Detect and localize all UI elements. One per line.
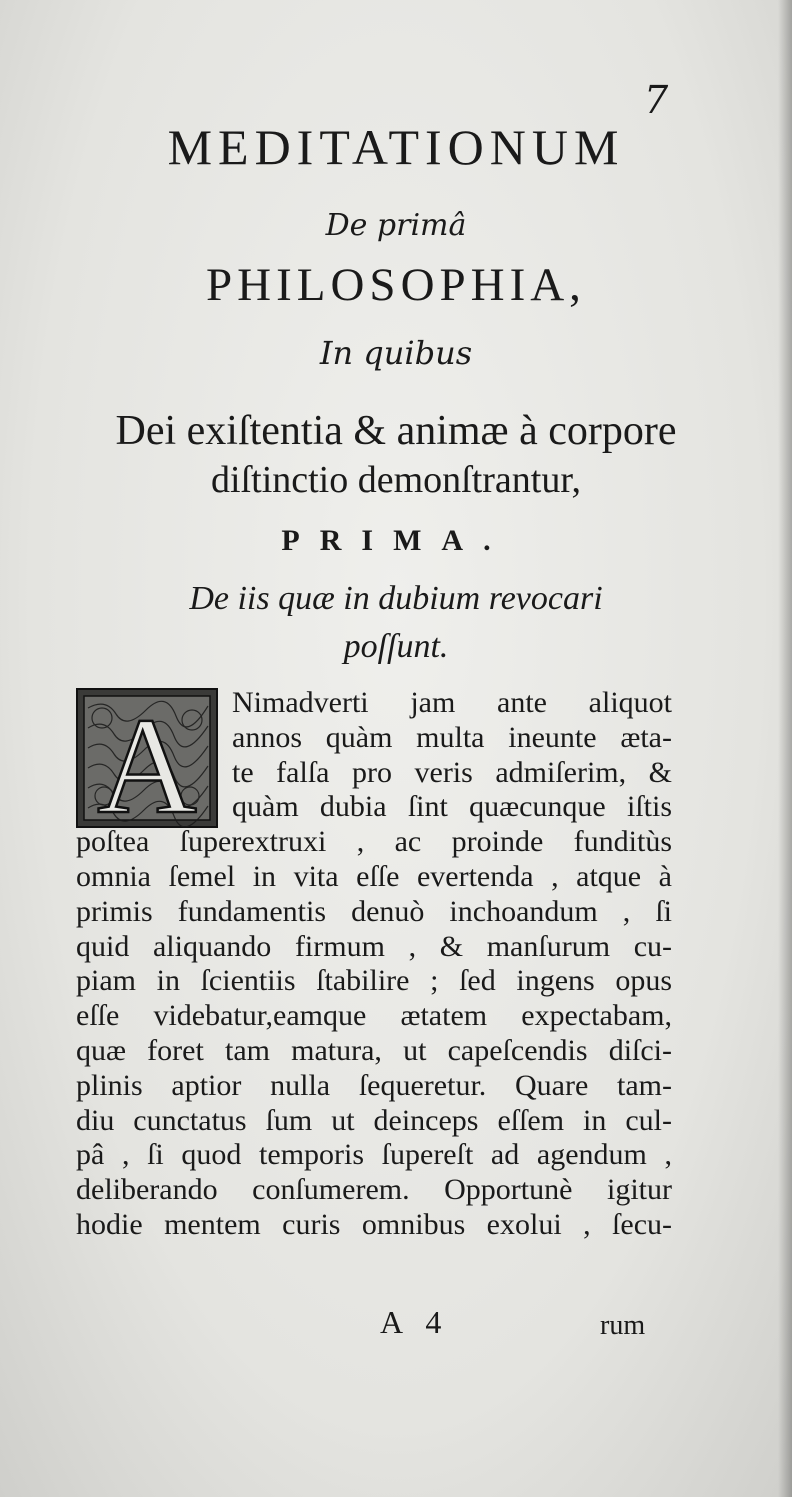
body-line-13: diu cunctatus ſum ut deinceps eſſem in cul-: [76, 1103, 672, 1137]
body-line-14: pâ , ſi quod temporis ſupereſt ad agendum ,: [76, 1138, 672, 1172]
body-line-15: deliberando conſumerem. Opportunè igitur: [76, 1173, 672, 1207]
body-line-8: quid aliquando firmum , & manſurum cu-: [76, 929, 672, 963]
title-in-quibus: In quibus: [319, 334, 473, 372]
catchword: rum: [600, 1310, 646, 1341]
body-paragraph: [76, 686, 672, 1243]
body-line-12: plinis aptior nulla ſequeretur. Quare tam-: [76, 1068, 672, 1102]
body-line-16: hodie mentem curis omnibus exolui , ſecu-: [76, 1207, 672, 1241]
page-number: 7: [644, 78, 669, 122]
body-line-7: primis fundamentis denuò inchoandum , ſi: [76, 894, 672, 928]
title-dei-line-2: diſtinctio demonſtrantur,: [211, 459, 581, 501]
section-heading-prima: PRIMA.: [281, 524, 511, 557]
body-line-9: piam in ſcientiis ſtabilire ; ſed ingens opus: [76, 964, 672, 998]
title-de-prima: De primâ: [325, 208, 467, 243]
body-line-3: te falſa pro veris admiſerim, &: [232, 755, 672, 789]
body-line-1: Nimadverti jam ante aliquot: [232, 686, 672, 719]
body-line-2: annos quàm multa ineunte æta-: [232, 720, 672, 754]
body-line-4: quàm dubia ſint quæcunque iſtis: [232, 790, 672, 824]
section-subtitle-line-1: De iis quæ in dubium revocari: [189, 580, 603, 617]
section-subtitle-line-2: poſſunt.: [343, 628, 449, 665]
signature-mark: A 4: [380, 1304, 450, 1340]
body-line-6: omnia ſemel in vita eſſe evertenda , atque à: [76, 859, 672, 893]
body-line-5: poſtea ſuperextruxi , ac proinde funditùs: [76, 825, 672, 859]
title-dei-line-1: Dei exiſtentia & animæ à corpore: [115, 408, 677, 454]
title-philosophia: PHILOSOPHIA,: [206, 259, 586, 311]
title-meditationum: MEDITATIONUM: [167, 119, 625, 175]
body-line-11: quæ foret tam matura, ut capeſcendis diſci-: [76, 1033, 672, 1067]
page-edge-shadow: [778, 0, 792, 1497]
body-line-10: eſſe videbatur,eamque ætatem expectabam,: [76, 999, 672, 1033]
dropcap-letter: A: [97, 689, 197, 828]
